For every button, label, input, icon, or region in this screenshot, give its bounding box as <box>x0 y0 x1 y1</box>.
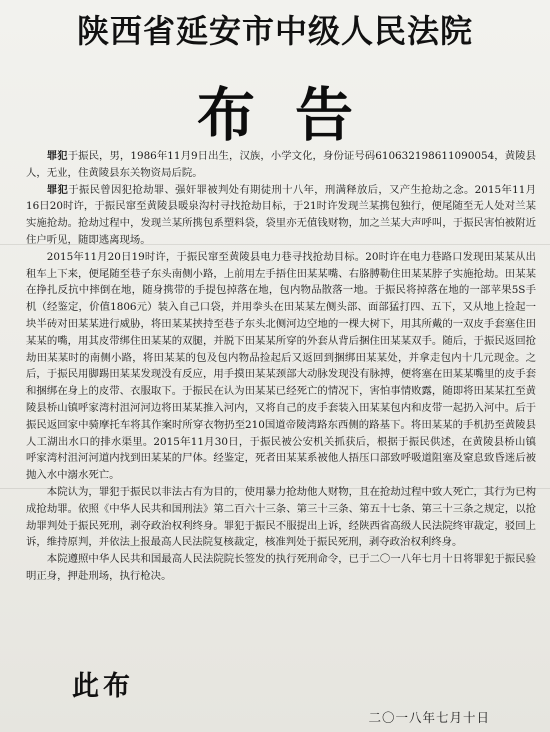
court-name: 陕西省延安市中级人民法院 <box>76 12 473 50</box>
notice-body <box>26 148 536 585</box>
paragraph-execution <box>26 551 536 585</box>
paragraph-lead: 罪犯 <box>46 150 68 162</box>
paragraph-second-offense <box>26 249 536 484</box>
paragraph-first-offense <box>26 182 536 249</box>
closing-phrase: 此布 <box>72 671 134 702</box>
paragraph-text: 本院遵照中华人民共和国最高人民法院院长签发的执行死刑命令，已于二〇一八年七月十日将罪犯于振民验明正身，押赴刑场，执行枪决。 <box>26 553 536 582</box>
paragraph-text: 本院认为，罪犯于振民以非法占有为目的，使用暴力抢劫他人财物，且在抢劫过程中致人死亡，其行为已构成抢劫罪。依照《中华人民共和国刑法》第二百六十三条、第三十三条、第五十七条、第三十三条之规定，以抢劫罪判处于振民死刑，剥夺政治权利终身。罪犯于振民不服提出上诉，经陕西省高级人民法院终审裁定，驳回上诉，维持原判，并依法上报最高人民法院复核裁定，核准判处于振民死刑，剥夺政治权利终身。 <box>26 485 536 549</box>
paragraph-text: 2015年11月20日19时许，于振民窜至黄陵县电力巷寻找抢劫目标。20时许在电力巷路口发现田某某从出租车上下来，便尾随至巷子东头南侧小路，上前用左手捂住田某某嘴、右胳膊勒住田某某脖子实施抢劫。田某某在挣扎反抗中摔倒在地，随身携带的手提包掉落在地，包内物品散落一地。于振民将掉落在地的一部苹果5S手机（经鉴定，价值1806元）装入自己口袋，并用拳头在田某某左侧头部、面部猛打四、五下，又从地上捡起一块半砖对田某某进行威胁，将田某某挟持至巷子东头北侧河边空地的一棵大树下，用其所戴的一双皮手套塞住田某某的嘴，用其皮带绑住田某某的双腿，并脱下田某某所穿的外套从背后捆住田某某双手。随后，于振民返回抢劫田某某时的南侧小路，将田某某的包及包内物品捡起后又返回到捆绑田某某处，并拿走包内十几元现金。之后，于振民用脚踢田某某发现没有反应，用手摸田某某颈部大动脉发现没有脉搏，便将塞在田某某嘴里的皮手套和捆绑在身上的皮带、衣服取下。于振民在认为田某某已经死亡的情况下，害怕事情败露，随即将田某某扛至黄陵县桥山镇呼家湾村沮河河边将田某某推入河内，又将自己的皮手套装入田某某包内和皮带一起扔入河中。后于振民返回家中骑摩托车将其作案时所穿衣物扔至210国道帝陵湾路东西侧的路基下。将田某某的手机扔至黄陵县人工湖出水口的排水渠里。2015年11月30日，于振民被公安机关抓获后，根据于振民供述，在黄陵县桥山镇呼家湾村沮河河道内找到田某某的尸体。经鉴定，死者田某某系被他人捂压口部致呼吸道阻塞及窒息致昏迷后被抛入水中溺水死亡。 <box>26 250 536 482</box>
notice-title: 布告 <box>196 81 393 149</box>
notice-date: 二〇一八年七月十日 <box>368 710 490 725</box>
paragraph-text: 于振民曾因犯抢劫罪、强奸罪被判处有期徒刑十八年，刑满释放后，又产生抢劫之念。2015年11月16日20时许，于振民窜至黄陵县暖泉沟村寻找抢劫目标，于21时许发现兰某携包独行，便尾随至无人处对兰某实施抢劫。抢劫过程中，发现兰某所携包系塑料袋，袋里亦无值钱财物，加之兰某大声呼叫，于振民害怕被附近住户听见，随即逃离现场。 <box>26 183 537 246</box>
paragraph-text: 于振民，男，1986年11月9日出生，汉族，小学文化，身份证号码610632198611090054，黄陵县人，无业，住黄陵县东关物资局后院。 <box>26 150 536 179</box>
paragraph-judgment <box>26 484 536 551</box>
paragraph-lead: 罪犯 <box>46 183 69 196</box>
paragraph-identity <box>26 148 536 182</box>
